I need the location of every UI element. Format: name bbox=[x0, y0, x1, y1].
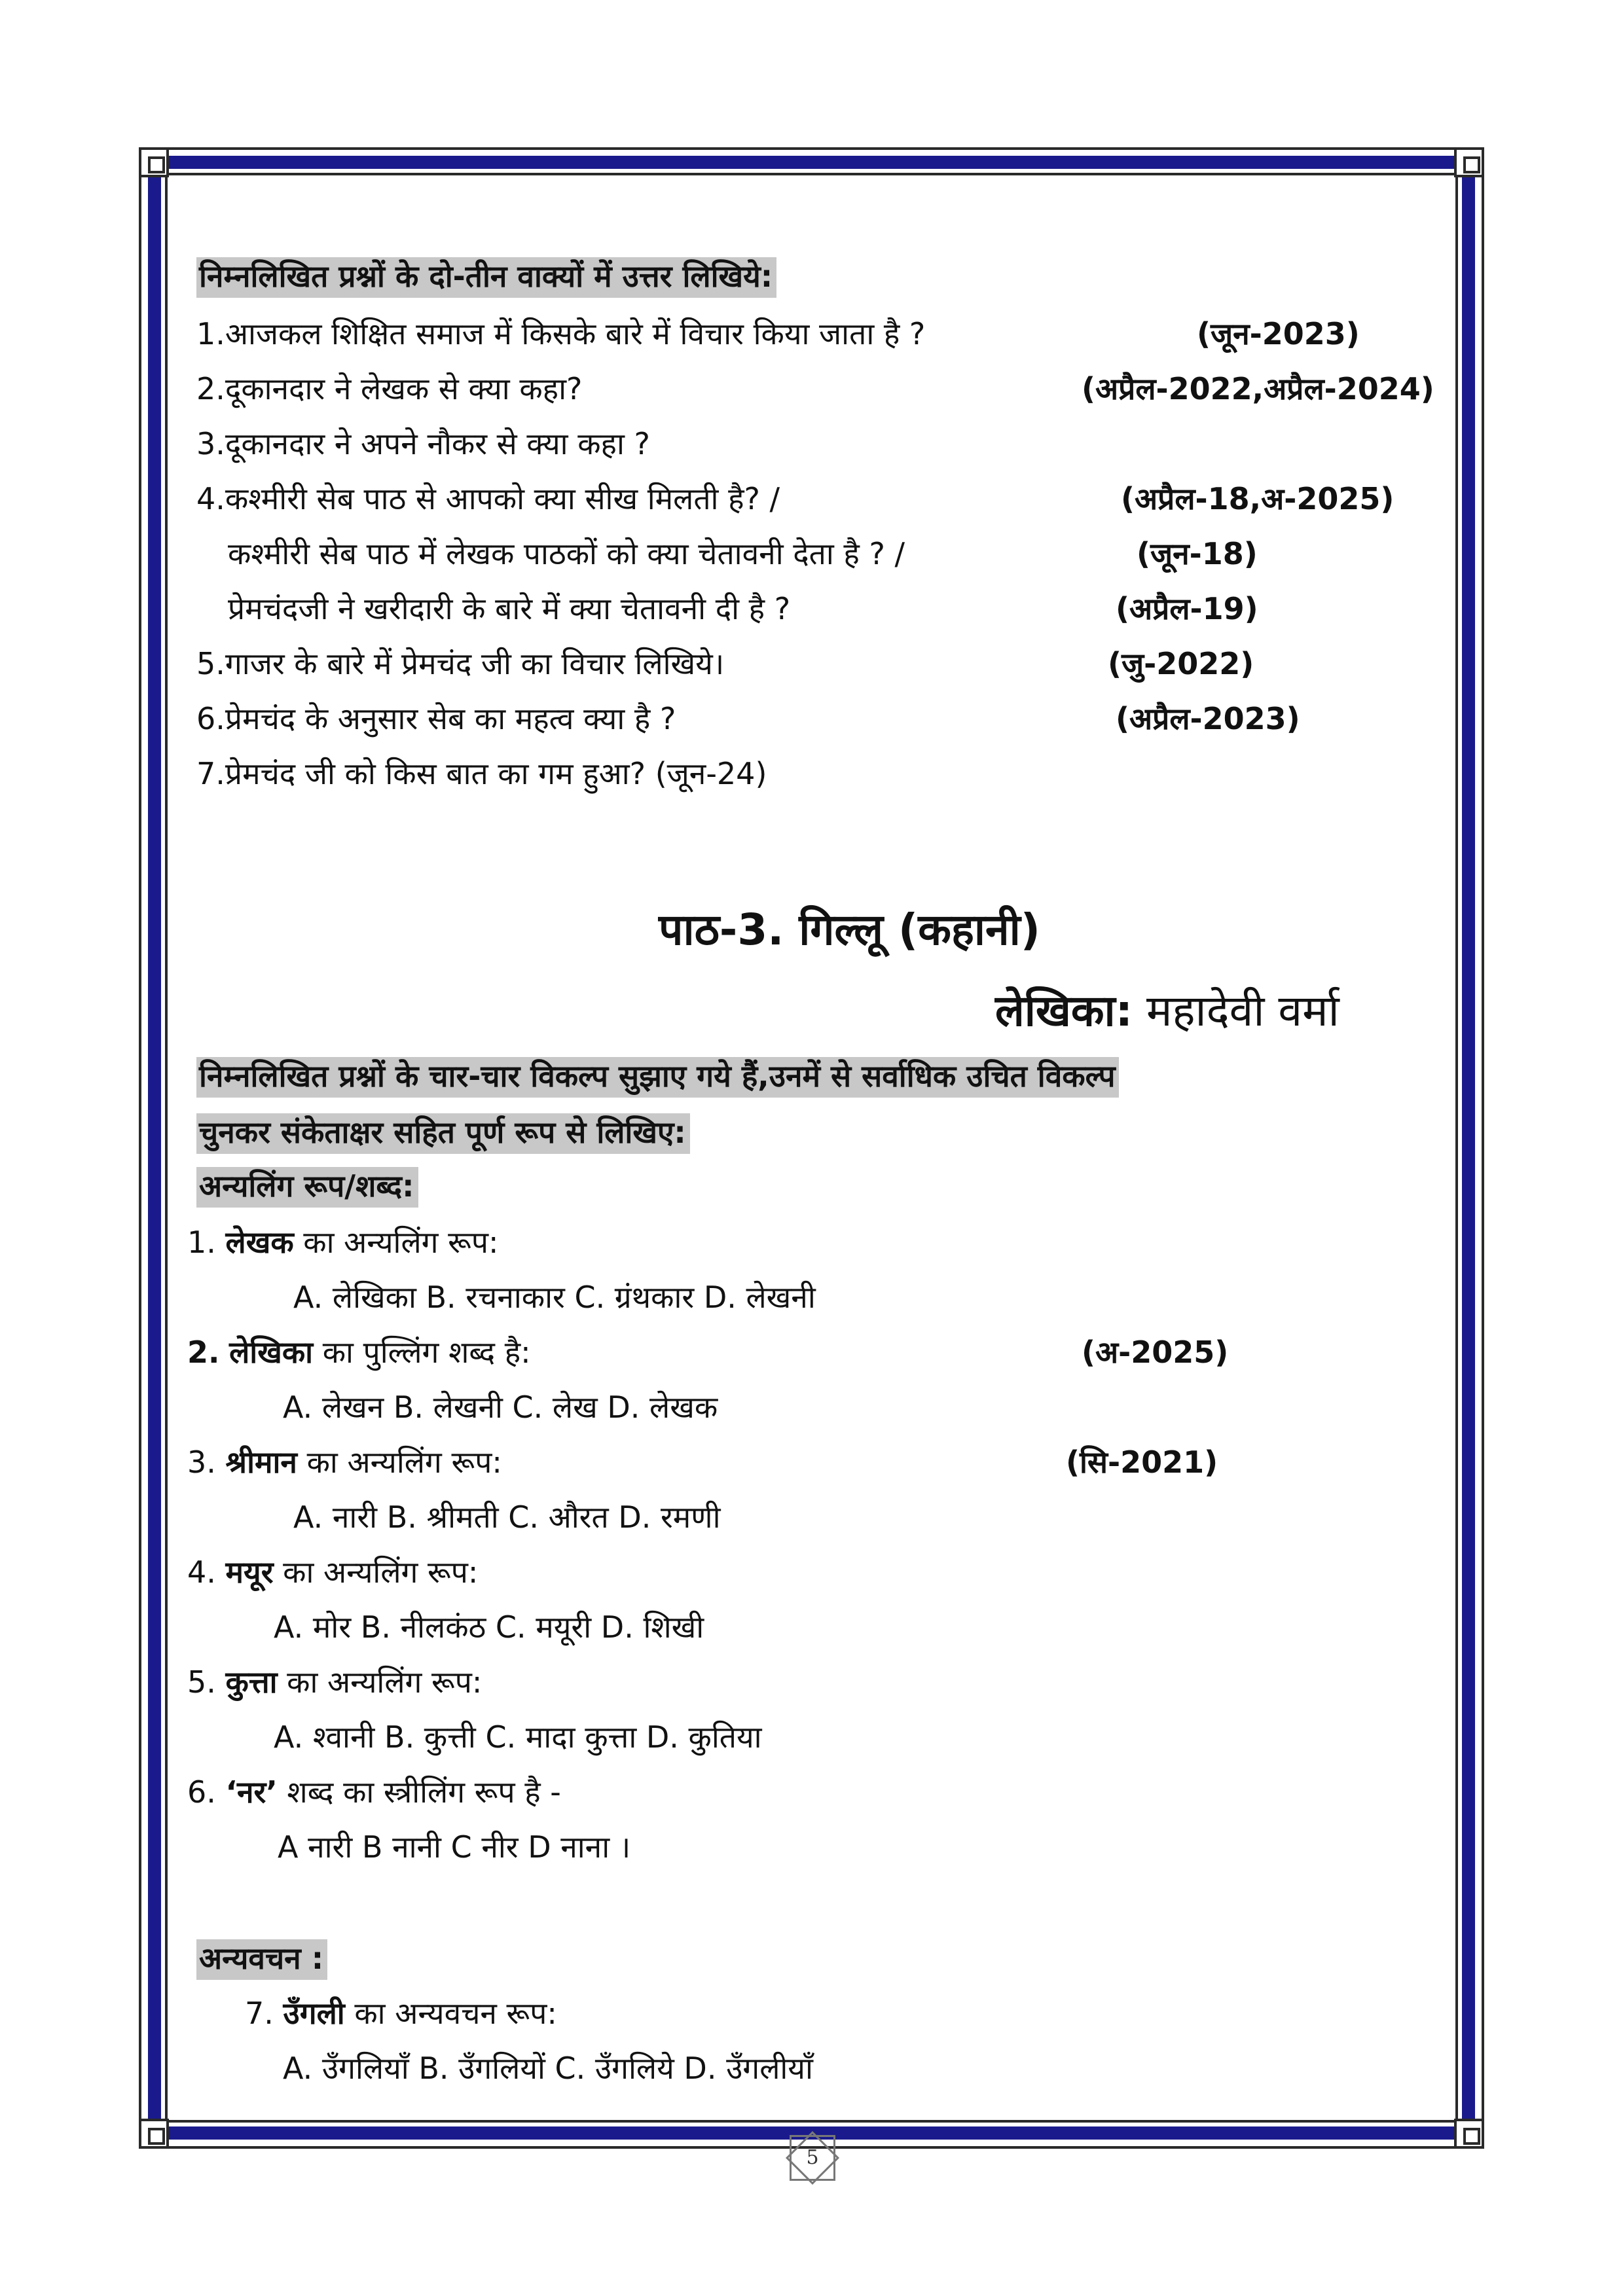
section2-heading-line1: निम्नलिखित प्रश्नों के चार-चार विकल्प सुझाए गये हैं,उनमें से सर्वाधिक उचित विकल्प bbox=[196, 1056, 1119, 1096]
question-1-ref: (जून-2023) bbox=[1197, 316, 1360, 351]
lesson-title: पाठ-3. गिल्लू (कहानी) bbox=[659, 905, 1040, 955]
mcq-1-keyword: लेखक bbox=[225, 1225, 294, 1260]
mcq-5-options: A. श्वानी B. कुत्ती C. मादा कुत्ता D. कुतिया bbox=[274, 1719, 762, 1755]
section2-heading-line2: चुनकर संकेताक्षर सहित पूर्ण रूप से लिखिए: bbox=[196, 1113, 690, 1152]
question-4b: कश्मीरी सेब पाठ में लेखक पाठकों को क्या चेतावनी देता है ? / bbox=[228, 536, 905, 571]
mcq-6-question: 6. ‘नर’ शब्द का स्त्रीलिंग रूप है - bbox=[187, 1774, 561, 1810]
frame-corner-bottom-right bbox=[1454, 2119, 1484, 2149]
mcq-6-keyword: ‘नर’ bbox=[225, 1774, 278, 1810]
frame-corner-top-right bbox=[1454, 147, 1484, 177]
mcq-7-options: A. उँगलियाँ B. उँगलियों C. उँगलिये D. उँगलीयाँ bbox=[283, 2051, 813, 2086]
mcq-3-keyword: श्रीमान bbox=[225, 1444, 297, 1480]
mcq-7-question: 7. उँगली का अन्यवचन रूप: bbox=[245, 1996, 557, 2031]
frame-corner-top-left bbox=[139, 147, 169, 177]
question-4b-ref: (जून-18) bbox=[1137, 536, 1258, 571]
question-6-ref: (अप्रैल-2023) bbox=[1116, 701, 1300, 736]
question-4c: प्रेमचंदजी ने खरीदारी के बारे में क्या चेतावनी दी है ? bbox=[228, 591, 791, 626]
question-6: 6.प्रेमचंद के अनुसार सेब का महत्व क्या है ? bbox=[196, 701, 676, 736]
author-label: लेखिका: bbox=[995, 986, 1133, 1036]
question-1: 1.आजकल शिक्षित समाज में किसके बारे में विचार किया जाता है ? bbox=[196, 316, 926, 351]
mcq-6-options: A नारी B नानी C नीर D नाना । bbox=[278, 1829, 631, 1865]
question-4-ref: (अप्रैल-18,अ-2025) bbox=[1121, 481, 1395, 516]
section1-heading: निम्नलिखित प्रश्नों के दो-तीन वाक्यों में उत्तर लिखिये: bbox=[196, 257, 776, 296]
mcq-4-keyword: मयूर bbox=[225, 1554, 274, 1590]
mcq-2-keyword: लेखिका bbox=[229, 1335, 314, 1370]
page-number: 5 bbox=[806, 2146, 819, 2169]
section2-subheading: अन्यलिंग रूप/शब्द: bbox=[196, 1166, 418, 1206]
question-2-ref: (अप्रैल-2022,अप्रैल-2024) bbox=[1082, 371, 1434, 406]
mcq-7-keyword: उँगली bbox=[283, 1996, 345, 2031]
mcq-2-ref: (अ-2025) bbox=[1082, 1335, 1229, 1370]
mcq-2-options: A. लेखन B. लेखनी C. लेख D. लेखक bbox=[283, 1390, 718, 1425]
question-4c-ref: (अप्रैल-19) bbox=[1116, 591, 1258, 626]
question-4: 4.कश्मीरी सेब पाठ से आपको क्या सीख मिलती है? / bbox=[196, 481, 780, 516]
question-5: 5.गाजर के बारे में प्रेमचंद जी का विचार लिखिये। bbox=[196, 646, 725, 681]
mcq-3-ref: (सि-2021) bbox=[1066, 1444, 1218, 1480]
mcq-5-question: 5. कुत्ता का अन्यलिंग रूप: bbox=[187, 1664, 483, 1700]
mcq-1-question: 1. लेखक का अन्यलिंग रूप: bbox=[187, 1225, 499, 1260]
mcq-3-question: 3. श्रीमान का अन्यलिंग रूप: bbox=[187, 1444, 502, 1480]
mcq-2-question: 2. लेखिका का पुल्लिंग शब्द है: bbox=[187, 1335, 531, 1370]
question-7: 7.प्रेमचंद जी को किस बात का गम हुआ? (जून-24) bbox=[196, 756, 767, 791]
mcq-5-keyword: कुत्ता bbox=[225, 1664, 278, 1700]
mcq-3-options: A. नारी B. श्रीमती C. औरत D. रमणी bbox=[293, 1499, 721, 1535]
author-name: महादेवी वर्मा bbox=[1133, 986, 1340, 1036]
lesson-author bbox=[995, 983, 1340, 1039]
question-2: 2.दूकानदार ने लेखक से क्या कहा? bbox=[196, 371, 583, 406]
section3-heading: अन्यवचन : bbox=[196, 1939, 327, 1978]
mcq-4-question: 4. मयूर का अन्यलिंग रूप: bbox=[187, 1554, 479, 1590]
question-5-ref: (जु-2022) bbox=[1108, 646, 1254, 681]
mcq-1-options: A. लेखिका B. रचनाकार C. ग्रंथकार D. लेखनी bbox=[293, 1280, 816, 1315]
mcq-4-options: A. मोर B. नीलकंठ C. मयूरी D. शिखी bbox=[274, 1609, 704, 1645]
frame-corner-bottom-left bbox=[139, 2119, 169, 2149]
question-3: 3.दूकानदार ने अपने नौकर से क्या कहा ? bbox=[196, 426, 650, 461]
